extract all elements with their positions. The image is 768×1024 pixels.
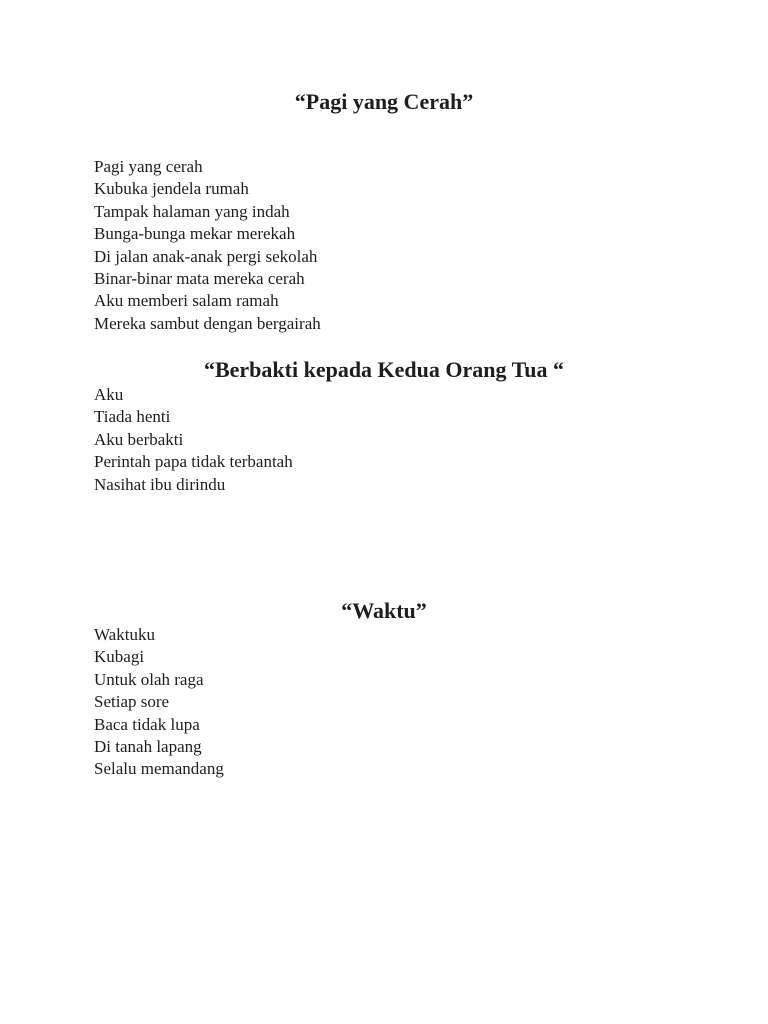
poem-line: Aku berbakti (94, 429, 184, 449)
poem-body-berbakti (94, 384, 293, 496)
poem-line: Baca tidak lupa (94, 714, 200, 734)
poem-line: Tampak halaman yang indah (94, 201, 290, 221)
poem-line: Aku (94, 385, 124, 404)
poem-line: Waktuku (94, 625, 155, 644)
poem-title-waktu: “Waktu” (341, 598, 427, 623)
poem-line: Kubuka jendela rumah (94, 179, 249, 199)
poem-body-pagi-yang-cerah (94, 156, 321, 335)
poem-title-pagi-yang-cerah: “Pagi yang Cerah” (294, 89, 474, 114)
poem-line: Selalu memandang (94, 759, 224, 779)
poem-line: Tiada henti (94, 407, 171, 427)
poem-line: Perintah papa tidak terbantah (94, 452, 293, 472)
poem-title-berbakti: “Berbakti kepada Kedua Orang Tua “ (203, 357, 565, 382)
poem-body-waktu (94, 624, 224, 781)
poem-line: Aku memberi salam ramah (94, 291, 279, 311)
poem-line: Di tanah lapang (94, 737, 202, 757)
poem-line: Binar-binar mata mereka cerah (94, 269, 305, 289)
poem-line: Pagi yang cerah (94, 157, 203, 176)
poem-line: Nasihat ibu dirindu (94, 474, 226, 494)
poem-line: Mereka sambut dengan bergairah (94, 313, 321, 333)
poem-line: Di jalan anak-anak pergi sekolah (94, 246, 318, 266)
poem-line: Bunga-bunga mekar merekah (94, 224, 296, 244)
poem-line: Untuk olah raga (94, 669, 204, 689)
poem-line: Setiap sore (94, 692, 170, 712)
poem-line: Kubagi (94, 647, 145, 667)
